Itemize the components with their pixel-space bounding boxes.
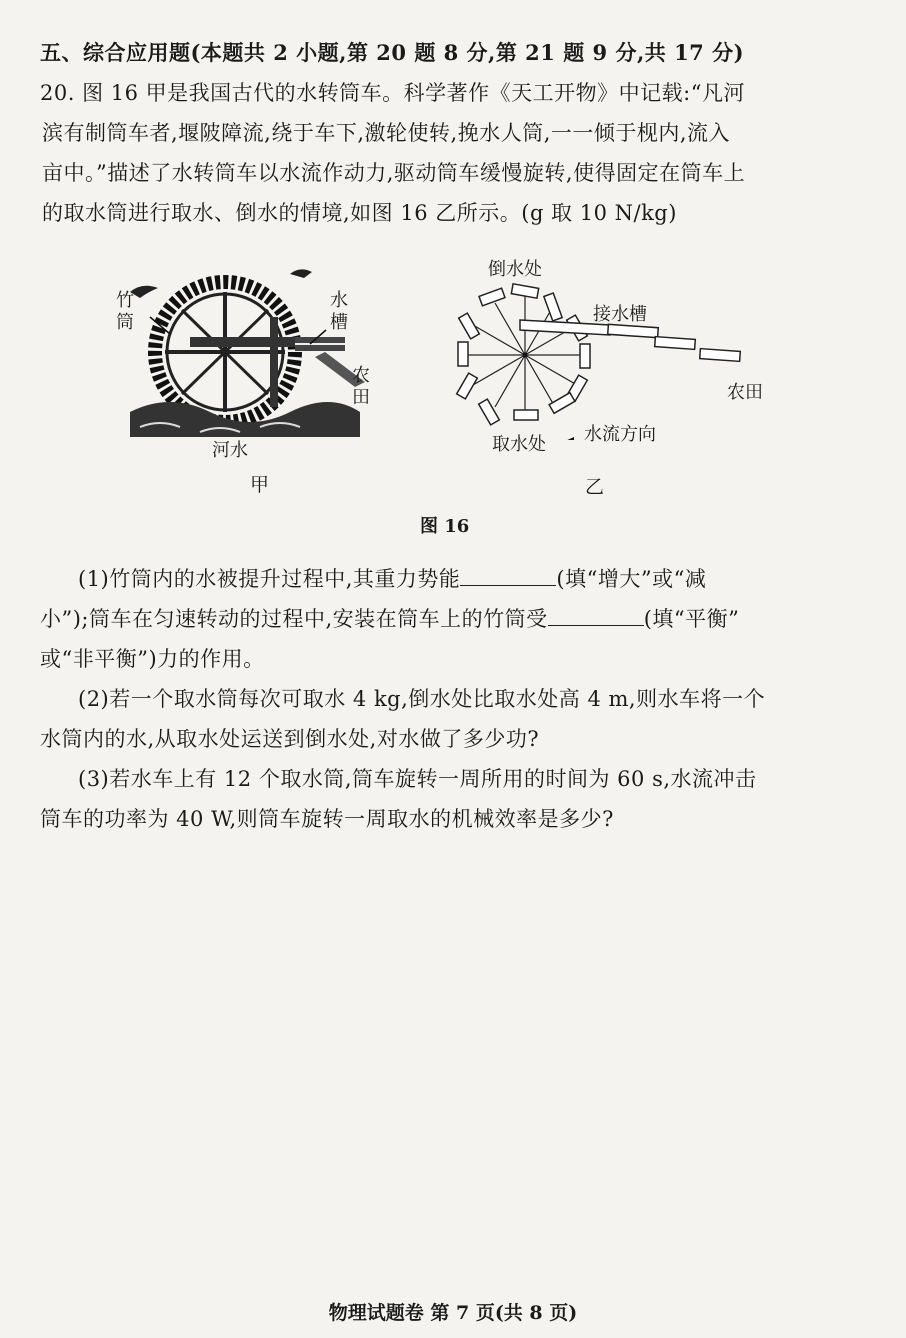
part3-line-2: 筒车的功率为 40 W,则筒车旋转一周取水的机械效率是多少? bbox=[40, 807, 614, 831]
part1-text-b: (填“增大”或“减 bbox=[556, 567, 707, 591]
q20-stem-line-1: 20. 图 16 甲是我国古代的水转筒车。科学著作《天工开物》中记载:“凡河 bbox=[40, 81, 745, 105]
sublabel-yi: 乙 bbox=[585, 476, 605, 498]
label-farmland-left: 农田 bbox=[352, 365, 370, 408]
answer-blank-1[interactable] bbox=[460, 563, 556, 586]
part1-line-2 bbox=[40, 602, 870, 636]
part2-line-2: 水筒内的水,从取水处运送到倒水处,对水做了多少功? bbox=[40, 727, 540, 751]
label-farmland-right: 农田 bbox=[727, 382, 763, 403]
q20-stem-line-3: 亩中。”描述了水转筒车以水流作动力,驱动筒车缓慢旋转,使得固定在筒车上 bbox=[42, 161, 746, 185]
part1-text-a: (1)竹筒内的水被提升过程中,其重力势能 bbox=[78, 567, 461, 591]
label-river: 河水 bbox=[212, 440, 248, 461]
part1-line-3: 或“非平衡”)力的作用。 bbox=[40, 647, 265, 671]
label-intake-point: 取水处 bbox=[492, 434, 546, 455]
section-title: 五、综合应用题(本题共 2 小题,第 20 题 8 分,第 21 题 9 分,共 17 分) bbox=[40, 40, 745, 65]
label-water-trough: 水槽 bbox=[330, 290, 348, 333]
answer-blank-2[interactable] bbox=[548, 603, 644, 626]
q20-stem-line-2: 滨有制筒车者,堰陂障流,绕于车下,激轮使转,挽水人筒,一一倾于枧内,流入 bbox=[42, 121, 731, 145]
part1-line-1 bbox=[78, 562, 868, 596]
part2-line-1: (2)若一个取水筒每次可取水 4 kg,倒水处比取水处高 4 m,则水车将一个 bbox=[78, 687, 766, 711]
q20-stem-line-4: 的取水筒进行取水、倒水的情境,如图 16 乙所示。(g 取 10 N/kg) bbox=[42, 201, 677, 225]
label-flow-direction: 水流方向 bbox=[584, 424, 656, 445]
sublabel-jia: 甲 bbox=[250, 474, 270, 496]
part3-line-1: (3)若水车上有 12 个取水筒,筒车旋转一周所用的时间为 60 s,水流冲击 bbox=[78, 767, 757, 791]
figure-caption: 图 16 bbox=[420, 516, 470, 537]
label-pour-point: 倒水处 bbox=[488, 259, 542, 280]
label-receive-trough: 接水槽 bbox=[593, 304, 647, 325]
page-footer: 物理试题卷 第 7 页(共 8 页) bbox=[328, 1302, 578, 1324]
part1-text-c: 小”);筒车在匀速转动的过程中,安装在筒车上的竹筒受 bbox=[40, 607, 548, 631]
label-bamboo-tube: 竹筒 bbox=[116, 290, 134, 333]
part1-text-d: (填“平衡” bbox=[643, 607, 740, 631]
